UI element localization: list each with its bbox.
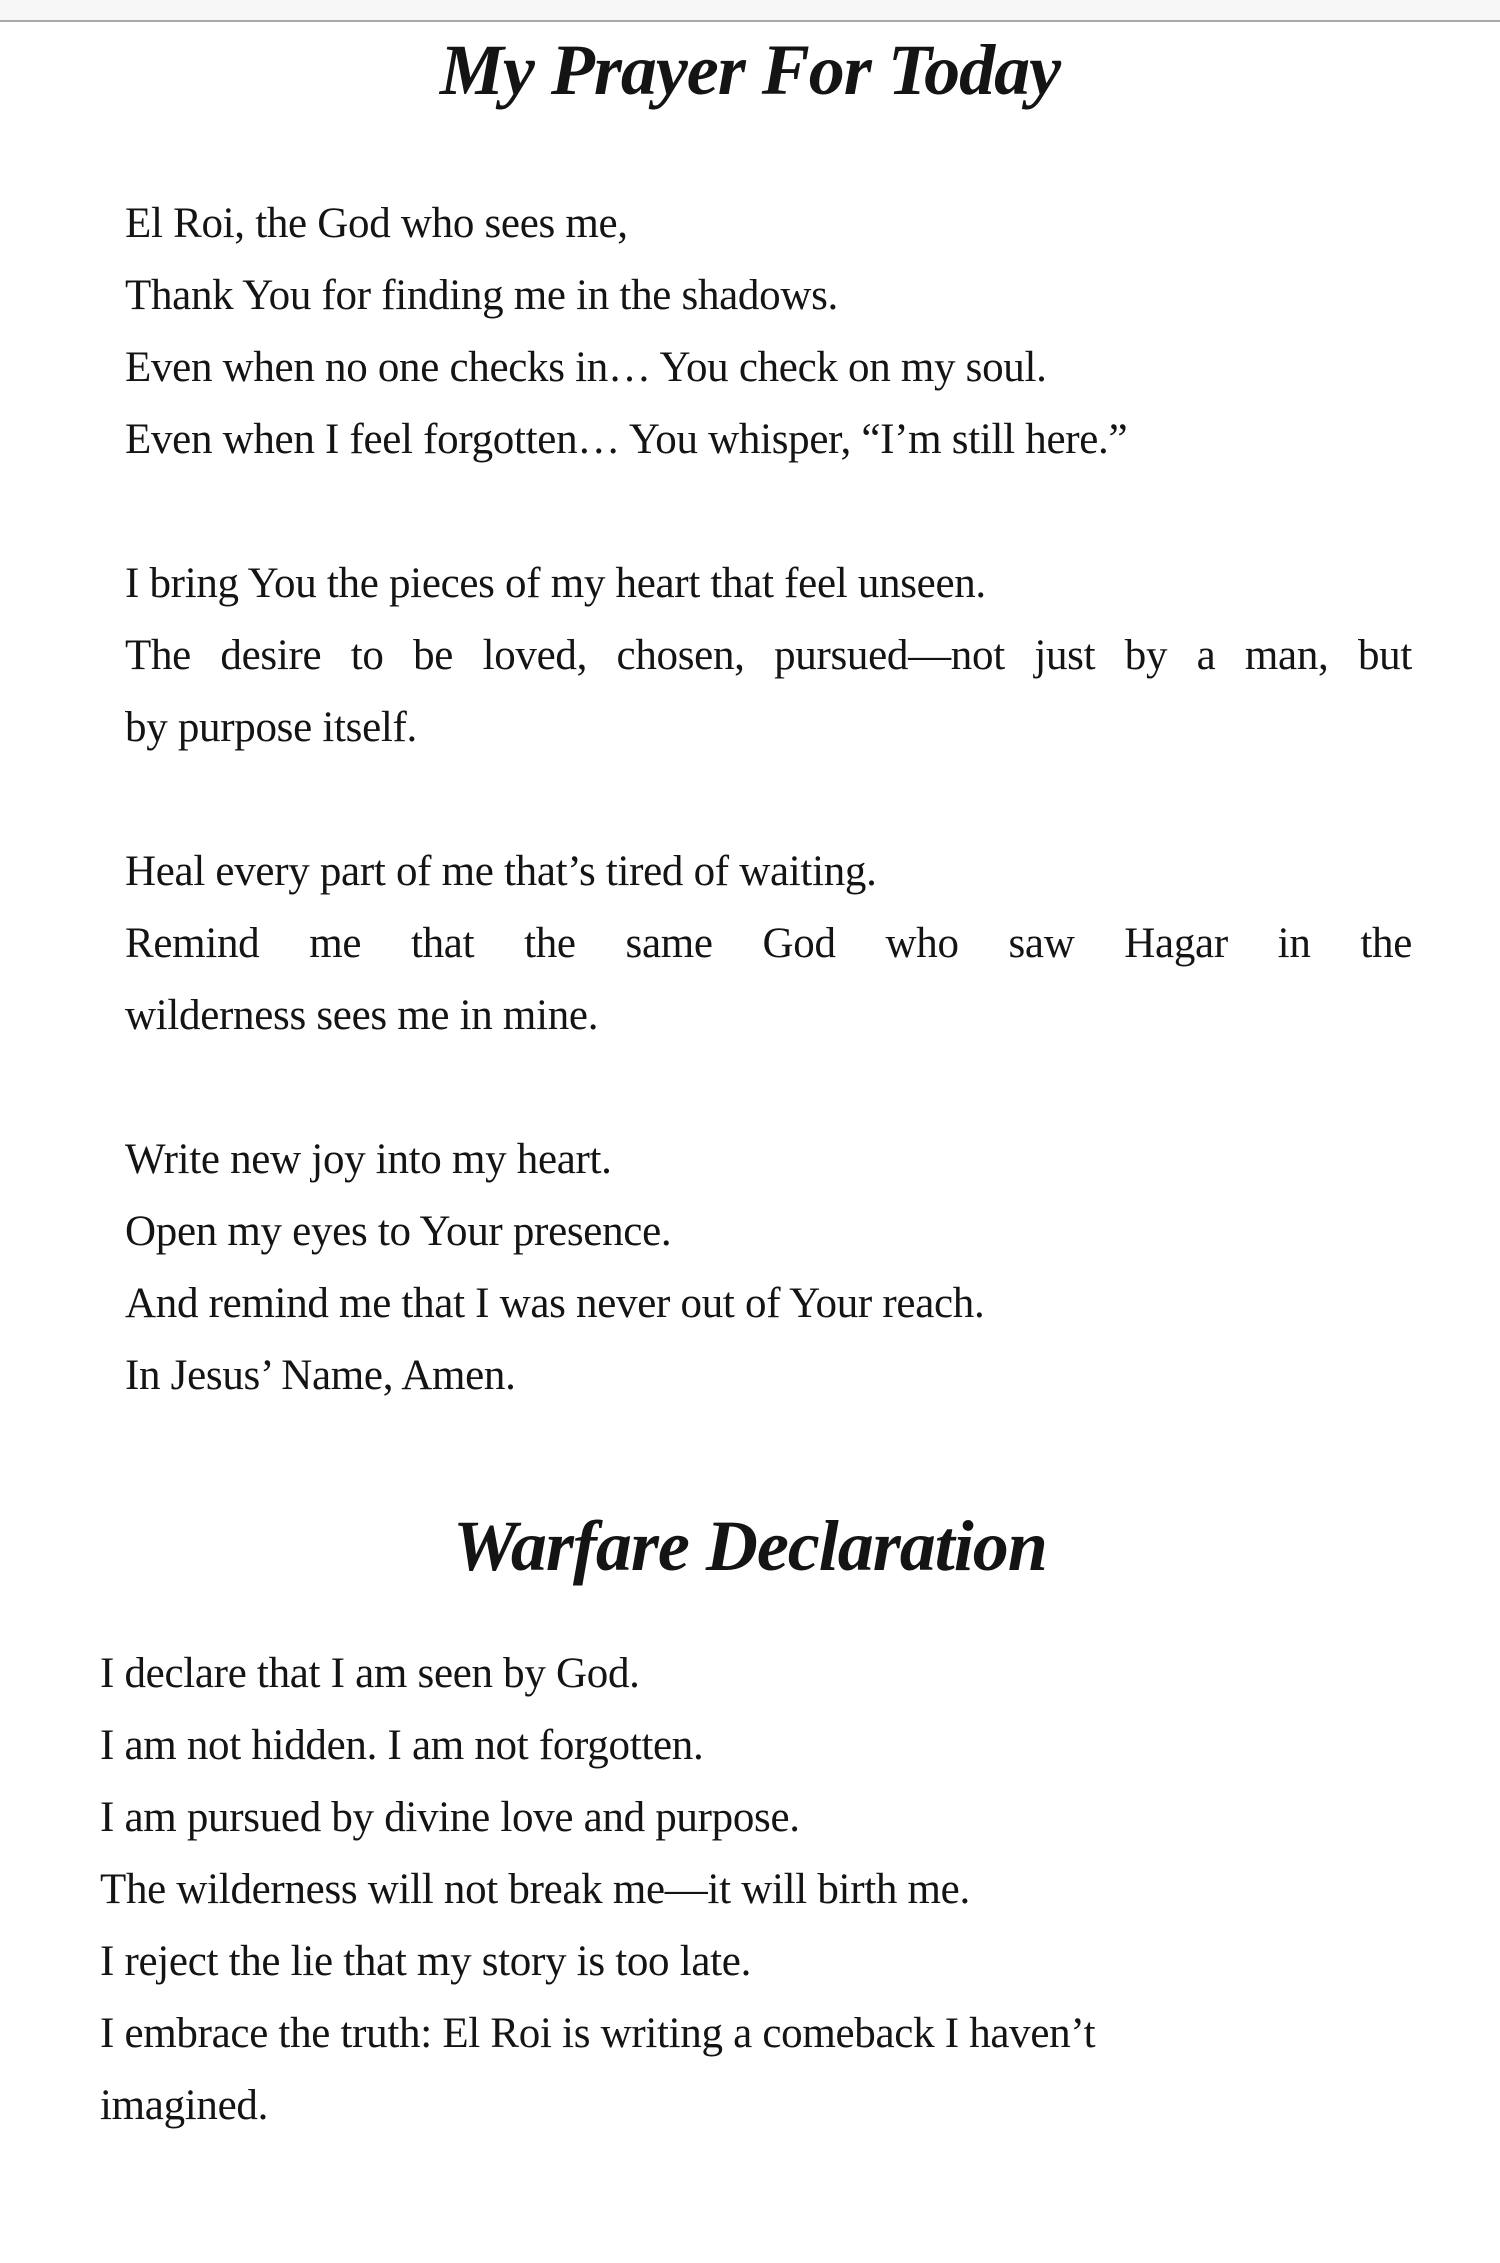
text-line: And remind me that I was never out of Your reach. — [125, 1280, 985, 1327]
text-line: Write new joy into my heart. — [125, 1136, 612, 1183]
declaration-title: Warfare Declaration — [453, 1506, 1047, 1586]
text-line: El Roi, the God who sees me, — [125, 200, 628, 247]
text-line: Even when I feel forgotten… You whisper, “I’m still here.” — [125, 416, 1128, 463]
prayer-paragraph-1 — [125, 188, 1412, 476]
top-bar — [0, 0, 1500, 22]
text-line: Thank You for finding me in the shadows. — [125, 272, 838, 319]
text-line: I embrace the truth: El Roi is writing a comeback I haven’t — [100, 2010, 1096, 2057]
prayer-section — [125, 188, 1412, 1412]
text-line: I am not hidden. I am not forgotten. — [100, 1722, 704, 1769]
text-line: by purpose itself. — [125, 704, 417, 751]
declaration-text — [100, 1638, 1412, 2142]
text-line: I bring You the pieces of my heart that feel unseen. — [125, 560, 986, 607]
declaration-section — [100, 1638, 1412, 2142]
prayer-paragraph-2 — [125, 548, 1412, 764]
text-line: I declare that I am seen by God. — [100, 1650, 640, 1697]
prayer-paragraph-4 — [125, 1124, 1412, 1412]
text-line: Even when no one checks in… You check on my soul. — [125, 344, 1047, 391]
text-line: imagined. — [100, 2082, 269, 2129]
text-line: Heal every part of me that’s tired of waiting. — [125, 848, 877, 895]
prayer-title: My Prayer For Today — [439, 30, 1061, 110]
text-line: In Jesus’ Name, Amen. — [125, 1352, 516, 1399]
text-line: I reject the lie that my story is too late. — [100, 1938, 752, 1985]
text-line: I am pursued by divine love and purpose. — [100, 1794, 800, 1841]
prayer-paragraph-3 — [125, 836, 1412, 1052]
text-line: wilderness sees me in mine. — [125, 992, 599, 1039]
text-line: The wilderness will not break me—it will birth me. — [100, 1866, 970, 1913]
text-line: Remind me that the same God who saw Hagar in the — [125, 920, 1412, 967]
text-line: The desire to be loved, chosen, pursued—not just by a man, but — [125, 632, 1412, 679]
text-line: Open my eyes to Your presence. — [125, 1208, 672, 1255]
